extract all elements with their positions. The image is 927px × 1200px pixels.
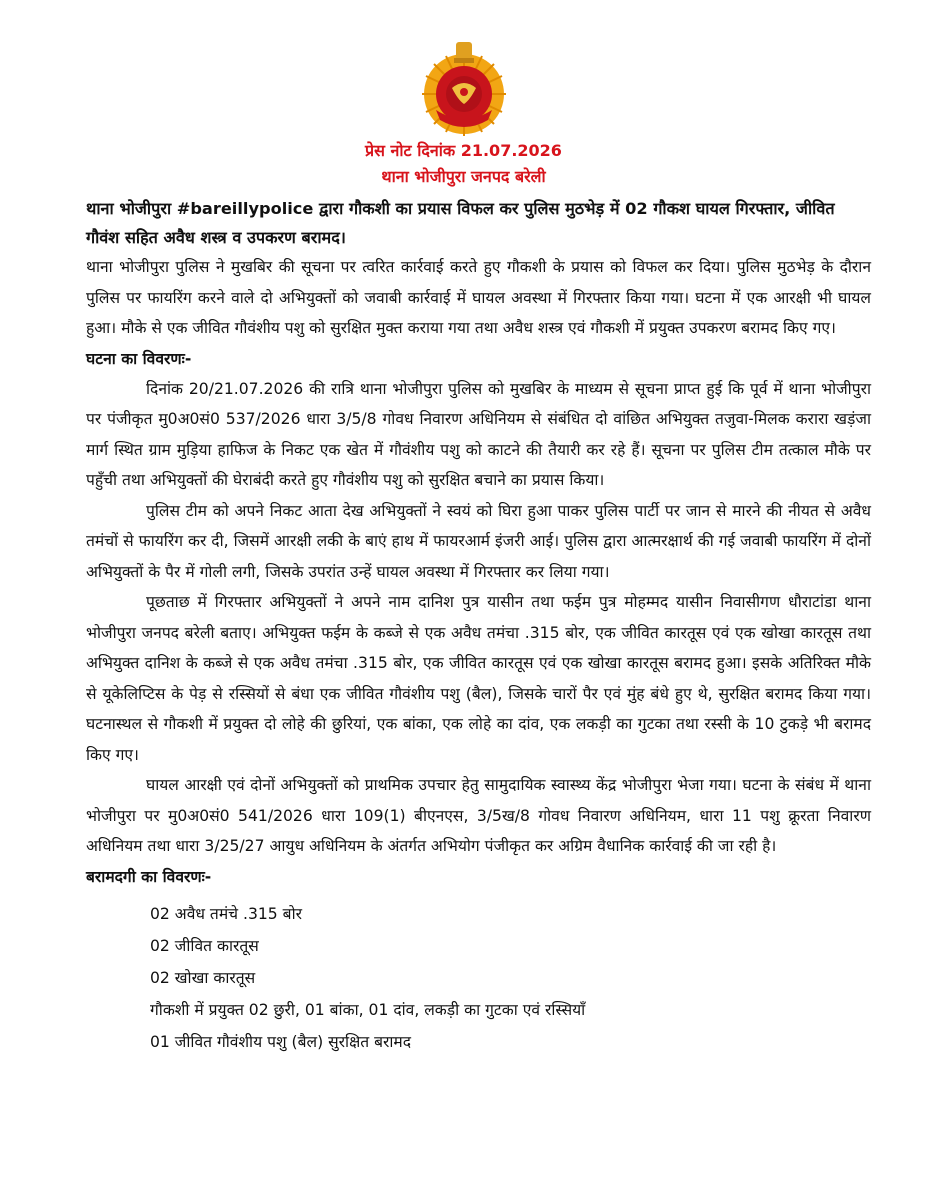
recovery-list <box>150 898 871 1058</box>
recovery-item: 02 जीवित कारतूस <box>150 936 259 955</box>
emblem-container <box>56 38 871 138</box>
incident-paragraph: घायल आरक्षी एवं दोनों अभियुक्तों को प्राथमिक उपचार हेतु सामुदायिक स्वास्थ्य केंद्र भोजीपुरा भेजा गया। घटना के संबंध में थाना भोजीपुरा पर मु0अ0सं0 541/2026 धारा 109(1) बीएनएस, 3/5ख/8 गोवध निवारण अधिनियम, धारा 11 पशु क्रूरता निवारण अधिनियम तथा धारा 3/25/27 आयुध अधिनियम के अंतर्गत अभियोग पंजीकृत कर अग्रिम वैधानिक कार्रवाई की जा रही है। <box>86 776 871 855</box>
recovery-item: गौकशी में प्रयुक्त 02 छुरी, 01 बांका, 01 दांव, लकड़ी का गुटका एवं रस्सियाँ <box>150 1000 586 1019</box>
incident-paragraph: दिनांक 20/21.07.2026 की रात्रि थाना भोजीपुरा पुलिस को मुखबिर के माध्यम से सूचना प्राप्त हुई कि पूर्व में थाना भोजीपुरा पर पंजीकृत मु0अ0सं0 537/2026 धारा 3/5/8 गोवध निवारण अधिनियम से संबंधित दो वांछित अभियुक्त तजुवा-मिलक करारा खड़ंजा मार्ग स्थित ग्राम मुड़िया हाफिज के निकट एक खेत में गौवंशीय पशु को काटने की तैयारी कर रहे हैं। सूचना पर पुलिस टीम तत्काल मौके पर पहुँची तथा अभियुक्तों की घेराबंदी करते हुए गौवंशीय पशु को सुरक्षित बचाने का प्रयास किया। <box>86 379 871 489</box>
press-headline: थाना भोजीपुरा #bareillypolice द्वारा गौकशी का प्रयास विफल कर पुलिस मुठभेड़ में 02 गौकश घायल गिरफ्तार, जीवित गौवंश सहित अवैध शस्त्र व उपकरण बरामद। <box>86 199 835 247</box>
up-police-emblem-icon <box>418 38 510 138</box>
summary-paragraph: थाना भोजीपुरा पुलिस ने मुखबिर की सूचना पर त्वरित कार्रवाई करते हुए गौकशी के प्रयास को विफल कर दिया। पुलिस मुठभेड़ के दौरान पुलिस पर फायरिंग करने वाले दो अभियुक्तों को जवाबी कार्रवाई में घायल अवस्था में गिरफ्तार किया गया। घटना में एक आरक्षी भी घायल हुआ। मौके से एक जीवित गौवंशीय पशु को सुरक्षित मुक्त कराया गया तथा अवैध शस्त्र एवं गौकशी में प्रयुक्त उपकरण बरामद किए गए। <box>86 258 871 337</box>
police-station-title: थाना भोजीपुरा जनपद बरेली <box>381 167 546 186</box>
press-note-date: प्रेस नोट दिनांक 21.07.2026 <box>365 141 562 160</box>
incident-paragraph: पुलिस टीम को अपने निकट आता देख अभियुक्तों ने स्वयं को घिरा हुआ पाकर पुलिस पार्टी पर जान से मारने की नीयत से अवैध तमंचों से फायरिंग कर दी, जिसमें आरक्षी लकी के बाएं हाथ में फायरआर्म इंजरी आई। पुलिस द्वारा आत्मरक्षार्थ की गई जवाबी फायरिंग में दोनों अभियुक्तों के पैर में गोली लगी, जिसके उपरांत उन्हें घायल अवस्था में गिरफ्तार कर लिया गया। <box>86 501 871 581</box>
incident-paragraph: पूछताछ में गिरफ्तार अभियुक्तों ने अपने नाम दानिश पुत्र यासीन तथा फईम पुत्र मोहम्मद यासीन निवासीगण धौराटांडा थाना भोजीपुरा जनपद बरेली बताए। अभियुक्त फईम के कब्जे से एक अवैध तमंचा .315 बोर, एक जीवित कारतूस एवं एक खोखा कारतूस तथा अभियुक्त दानिश के कब्जे से एक अवैध तमंचा .315 बोर, एक जीवित कारतूस एवं एक खोखा कारतूस बरामद हुआ। इसके अतिरिक्त मौके से यूकेलिप्टिस के पेड़ से रस्सियों से बंधा एक जीवित गौवंशीय पशु (बैल), जिसके चारों पैर एवं मुंह बंधे हुए थे, सुरक्षित बरामद किया गया। घटनास्थल से गौकशी में प्रयुक्त दो लोहे की छुरियां, एक बांका, एक लोहे का दांव, एक लकड़ी का गुटका तथा रस्सी के 10 टुकड़े भी बरामद किए गए। <box>86 593 871 764</box>
recovery-item: 01 जीवित गौवंशीय पशु (बैल) सुरक्षित बरामद <box>150 1032 412 1051</box>
recovery-item: 02 खोखा कारतूस <box>150 968 256 987</box>
recovery-item: 02 अवैध तमंचे .315 बोर <box>150 904 303 923</box>
recovery-section-title: बरामदगी का विवरणः- <box>86 867 212 886</box>
incident-section-title: घटना का विवरणः- <box>86 349 192 368</box>
